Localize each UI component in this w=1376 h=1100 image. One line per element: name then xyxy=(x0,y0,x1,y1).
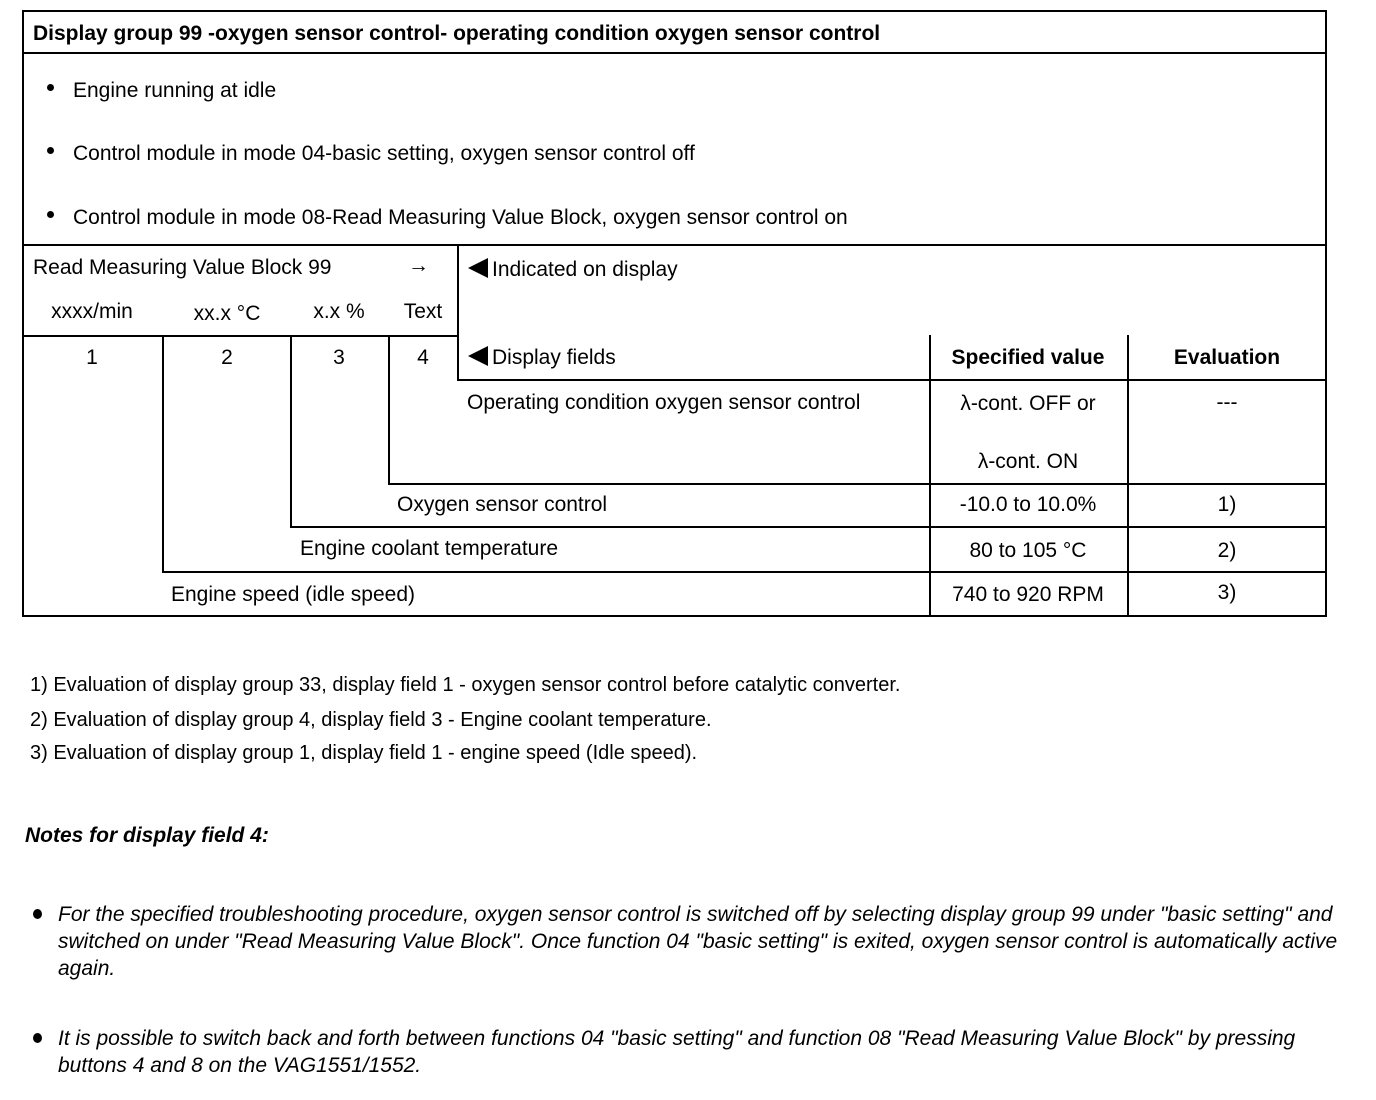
divider xyxy=(162,571,1327,573)
condition-item: Control module in mode 04-basic setting, oxygen sensor control off xyxy=(73,142,695,165)
divider xyxy=(457,379,1327,381)
unit-field-1: xxxx/min xyxy=(51,300,133,323)
measuring-block-label: Read Measuring Value Block 99 xyxy=(33,256,332,279)
bullet-icon xyxy=(33,909,42,919)
row-spec: 80 to 105 °C xyxy=(969,539,1087,562)
field-number-1: 1 xyxy=(86,346,98,369)
unit-field-2: xx.x °C xyxy=(193,302,261,325)
triangle-left-icon xyxy=(468,346,488,366)
row-spec: -10.0 to 10.0% xyxy=(959,493,1097,516)
bullet-icon xyxy=(47,147,54,154)
divider xyxy=(290,335,292,528)
divider xyxy=(162,335,164,573)
divider xyxy=(290,526,1327,528)
indicated-on-display: Indicated on display xyxy=(468,258,678,280)
condition-item: Engine running at idle xyxy=(73,79,277,102)
bullet-icon xyxy=(47,211,54,218)
divider xyxy=(22,335,459,337)
footnote-1: 1) Evaluation of display group 33, display field 1 - oxygen sensor control before catalytic converter. xyxy=(30,674,901,696)
row-spec: 740 to 920 RPM xyxy=(952,583,1104,606)
divider xyxy=(457,244,459,381)
bullet-icon xyxy=(47,84,54,91)
specified-value-header: Specified value xyxy=(951,346,1105,369)
display-fields-header: Display fields xyxy=(468,346,616,368)
row-evaluation: 1) xyxy=(1217,493,1237,516)
field-number-2: 2 xyxy=(221,346,233,369)
row-spec: λ-cont. ON xyxy=(977,450,1079,473)
note-item: For the specified troubleshooting procedure, oxygen sensor control is switched off by selecting display group 99 under "basic setting" and switched on under "Read Measuring Value Block". Once function 04 "basic setting" is exited, oxygen sensor control is automatically active again. xyxy=(58,903,1338,980)
divider xyxy=(388,483,1327,485)
divider xyxy=(1127,335,1129,617)
notes-heading: Notes for display field 4: xyxy=(25,824,269,847)
footnote-3: 3) Evaluation of display group 1, display field 1 - engine speed (Idle speed). xyxy=(30,742,698,764)
triangle-left-icon xyxy=(468,258,488,278)
unit-field-3: x.x % xyxy=(313,300,365,323)
divider xyxy=(22,52,1327,54)
evaluation-header: Evaluation xyxy=(1173,346,1281,369)
row-name: Engine speed (idle speed) xyxy=(171,583,416,606)
page-title: Display group 99 -oxygen sensor control- operating condition oxygen sensor control xyxy=(33,22,881,45)
divider xyxy=(388,335,390,485)
divider xyxy=(929,335,931,617)
bullet-icon xyxy=(33,1033,42,1043)
arrow-right-icon: → xyxy=(408,254,429,277)
field-number-3: 3 xyxy=(333,346,345,369)
row-evaluation: 2) xyxy=(1217,539,1237,562)
row-name: Operating condition oxygen sensor control xyxy=(467,391,861,414)
row-evaluation: --- xyxy=(1216,391,1238,414)
unit-field-4: Text xyxy=(403,300,443,323)
row-evaluation: 3) xyxy=(1217,581,1237,604)
divider xyxy=(22,244,1327,246)
footnote-2: 2) Evaluation of display group 4, display field 3 - Engine coolant temperature. xyxy=(30,709,712,731)
row-name: Engine coolant temperature xyxy=(300,537,558,560)
condition-item: Control module in mode 08-Read Measuring Value Block, oxygen sensor control on xyxy=(73,206,848,229)
note-item: It is possible to switch back and forth between functions 04 "basic setting" and function 08 "Read Measuring Value Block" by pressing buttons 4 and 8 on the VAG1551/1552. xyxy=(58,1027,1296,1077)
field-number-4: 4 xyxy=(417,346,429,369)
row-name: Oxygen sensor control xyxy=(397,493,608,516)
row-spec: λ-cont. OFF or xyxy=(960,392,1096,415)
